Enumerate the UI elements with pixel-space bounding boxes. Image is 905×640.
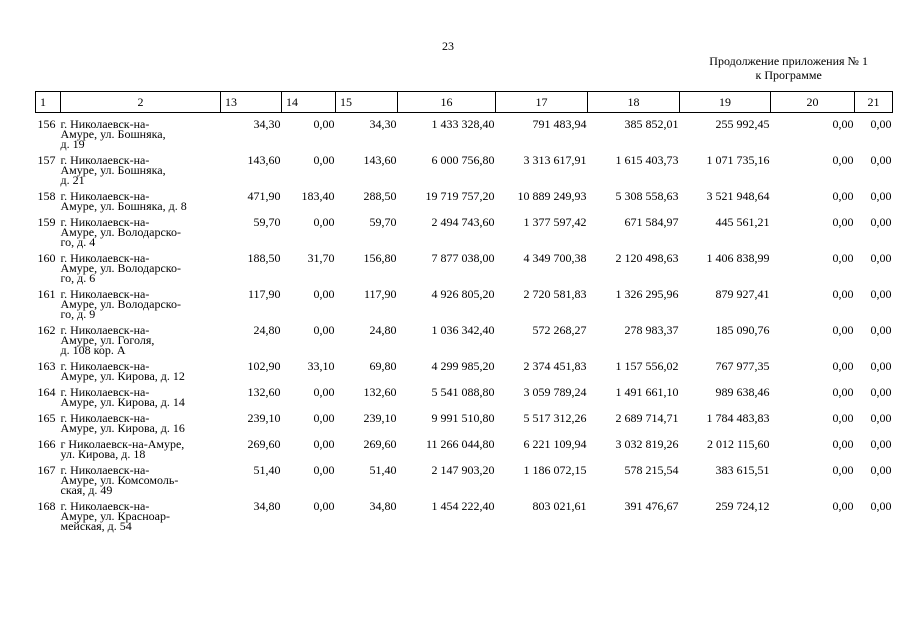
row-number-cell: 156 [37, 117, 56, 131]
table-row [36, 359, 893, 385]
address-cell: г. Николаевск-на- Амуре, ул. Комсомоль- ская, д. 49 [60, 463, 179, 497]
column-header-20: 20 [771, 92, 855, 113]
col-21-cell: 0,00 [870, 117, 892, 131]
col-17-cell: 6 221 109,94 [523, 437, 587, 451]
col-16-cell: 2 494 743,60 [431, 215, 495, 229]
col-18-cell: 3 032 819,26 [615, 437, 679, 451]
col-15-cell: 269,60 [363, 437, 397, 451]
col-19-cell: 383 615,51 [715, 463, 770, 477]
col-15-cell: 24,80 [369, 323, 397, 337]
col-21-cell: 0,00 [870, 463, 892, 477]
col-17-cell: 5 517 312,26 [523, 411, 587, 425]
col-19-cell: 989 638,46 [715, 385, 770, 399]
row-number-cell: 158 [37, 189, 56, 203]
col-19-cell: 767 977,35 [715, 359, 770, 373]
row-number-cell: 159 [37, 215, 56, 229]
col-13-cell: 239,10 [247, 411, 281, 425]
col-16-cell: 1 454 222,40 [431, 499, 495, 513]
address-cell: г. Николаевск-на- Амуре, ул. Кирова, д. 16 [60, 411, 185, 435]
col-20-cell: 0,00 [832, 411, 854, 425]
row-number-cell: 161 [37, 287, 56, 301]
col-20-cell: 0,00 [832, 153, 854, 167]
table-row [36, 251, 893, 287]
table-row [36, 113, 893, 154]
row-number-cell: 166 [37, 437, 56, 451]
address-cell: г. Николаевск-на- Амуре, ул. Бошняка, д. 21 [60, 153, 166, 187]
col-15-cell: 59,70 [369, 215, 397, 229]
col-20-cell: 0,00 [832, 117, 854, 131]
col-14-cell: 183,40 [301, 189, 335, 203]
col-18-cell: 671 584,97 [624, 215, 679, 229]
address-cell: г. Николаевск-на- Амуре, ул. Красноар- мейская, д. 54 [60, 499, 170, 533]
col-21-cell: 0,00 [870, 323, 892, 337]
column-header-16: 16 [398, 92, 496, 113]
col-16-cell: 6 000 756,80 [431, 153, 495, 167]
column-header-1: 1 [36, 92, 61, 113]
col-20-cell: 0,00 [832, 463, 854, 477]
col-17-cell: 791 483,94 [532, 117, 587, 131]
col-18-cell: 5 308 558,63 [615, 189, 679, 203]
col-16-cell: 1 433 328,40 [431, 117, 495, 131]
col-21-cell: 0,00 [870, 437, 892, 451]
col-19-cell: 3 521 948,64 [706, 189, 770, 203]
row-number-cell: 168 [37, 499, 56, 513]
address-cell: г. Николаевск-на- Амуре, ул. Володарско- го, д. 4 [60, 215, 182, 249]
col-15-cell: 156,80 [363, 251, 397, 265]
col-16-cell: 9 991 510,80 [431, 411, 495, 425]
col-19-cell: 1 406 838,99 [706, 251, 770, 265]
col-21-cell: 0,00 [870, 251, 892, 265]
col-20-cell: 0,00 [832, 359, 854, 373]
address-cell: г. Николаевск-на- Амуре, ул. Володарско- го, д. 6 [60, 251, 182, 285]
column-header-13: 13 [221, 92, 282, 113]
col-13-cell: 188,50 [247, 251, 281, 265]
col-14-cell: 33,10 [307, 359, 335, 373]
column-header-14: 14 [282, 92, 336, 113]
table-row [36, 287, 893, 323]
col-19-cell: 1 784 483,83 [706, 411, 770, 425]
col-16-cell: 19 719 757,20 [425, 189, 495, 203]
col-17-cell: 803 021,61 [532, 499, 587, 513]
col-18-cell: 278 983,37 [624, 323, 679, 337]
col-17-cell: 2 374 451,83 [523, 359, 587, 373]
row-number-cell: 163 [37, 359, 56, 373]
col-21-cell: 0,00 [870, 215, 892, 229]
col-13-cell: 143,60 [247, 153, 281, 167]
address-cell: г. Николаевск-на- Амуре, ул. Гоголя, д. 108 кор. А [60, 323, 155, 357]
col-18-cell: 2 120 498,63 [615, 251, 679, 265]
col-13-cell: 132,60 [247, 385, 281, 399]
row-number-cell: 160 [37, 251, 56, 265]
row-number-cell: 162 [37, 323, 56, 337]
col-20-cell: 0,00 [832, 437, 854, 451]
col-20-cell: 0,00 [832, 499, 854, 513]
col-15-cell: 34,80 [369, 499, 397, 513]
row-number-cell: 157 [37, 153, 56, 167]
col-16-cell: 1 036 342,40 [431, 323, 495, 337]
col-14-cell: 0,00 [313, 463, 335, 477]
table-row [36, 499, 893, 535]
row-number-cell: 165 [37, 411, 56, 425]
col-16-cell: 7 877 038,00 [431, 251, 495, 265]
col-21-cell: 0,00 [870, 287, 892, 301]
page-number: 23 [442, 39, 454, 53]
col-14-cell: 0,00 [313, 499, 335, 513]
address-cell: г. Николаевск-на- Амуре, ул. Кирова, д. 12 [60, 359, 185, 383]
col-13-cell: 24,80 [253, 323, 281, 337]
col-20-cell: 0,00 [832, 323, 854, 337]
col-20-cell: 0,00 [832, 287, 854, 301]
table-body [36, 113, 893, 536]
address-cell: г. Николаевск-на- Амуре, ул. Бошняка, д. 8 [60, 189, 187, 213]
row-number-cell: 167 [37, 463, 56, 477]
col-15-cell: 132,60 [363, 385, 397, 399]
table-row [36, 215, 893, 251]
col-14-cell: 0,00 [313, 411, 335, 425]
table-row [36, 323, 893, 359]
address-cell: г. Николаевск-на- Амуре, ул. Кирова, д. 14 [60, 385, 185, 409]
col-15-cell: 117,90 [363, 287, 397, 301]
col-13-cell: 117,90 [247, 287, 281, 301]
col-13-cell: 269,60 [247, 437, 281, 451]
col-20-cell: 0,00 [832, 385, 854, 399]
table-header-row [36, 92, 893, 113]
appendix-note-line1: Продолжение приложения № 1 [709, 54, 868, 68]
address-cell: г. Николаевск-на- Амуре, ул. Бошняка, д. 19 [60, 117, 166, 151]
address-cell: г. Николаевск-на- Амуре, ул. Володарско- го, д. 9 [60, 287, 182, 321]
col-13-cell: 59,70 [253, 215, 281, 229]
col-13-cell: 34,30 [253, 117, 281, 131]
col-13-cell: 51,40 [253, 463, 281, 477]
col-18-cell: 578 215,54 [624, 463, 679, 477]
col-18-cell: 1 326 295,96 [615, 287, 679, 301]
column-header-21: 21 [855, 92, 893, 113]
column-header-15: 15 [336, 92, 398, 113]
col-14-cell: 0,00 [313, 385, 335, 399]
column-header-18: 18 [588, 92, 680, 113]
col-18-cell: 2 689 714,71 [615, 411, 679, 425]
col-14-cell: 0,00 [313, 287, 335, 301]
col-16-cell: 5 541 088,80 [431, 385, 495, 399]
col-15-cell: 143,60 [363, 153, 397, 167]
col-17-cell: 572 268,27 [532, 323, 587, 337]
col-14-cell: 31,70 [307, 251, 335, 265]
col-16-cell: 11 266 044,80 [425, 437, 495, 451]
col-14-cell: 0,00 [313, 215, 335, 229]
col-21-cell: 0,00 [870, 153, 892, 167]
col-17-cell: 4 349 700,38 [523, 251, 587, 265]
col-18-cell: 385 852,01 [624, 117, 679, 131]
col-18-cell: 391 476,67 [624, 499, 679, 513]
col-15-cell: 51,40 [369, 463, 397, 477]
column-header-19: 19 [680, 92, 771, 113]
col-17-cell: 1 377 597,42 [523, 215, 587, 229]
col-17-cell: 10 889 249,93 [517, 189, 587, 203]
col-15-cell: 239,10 [363, 411, 397, 425]
col-18-cell: 1 491 661,10 [615, 385, 679, 399]
col-19-cell: 1 071 735,16 [706, 153, 770, 167]
col-15-cell: 34,30 [369, 117, 397, 131]
col-21-cell: 0,00 [870, 385, 892, 399]
col-20-cell: 0,00 [832, 251, 854, 265]
appendix-note [709, 54, 868, 82]
table-row [36, 153, 893, 189]
column-header-17: 17 [496, 92, 588, 113]
col-14-cell: 0,00 [313, 153, 335, 167]
col-18-cell: 1 157 556,02 [615, 359, 679, 373]
col-21-cell: 0,00 [870, 359, 892, 373]
col-16-cell: 4 926 805,20 [431, 287, 495, 301]
col-21-cell: 0,00 [870, 411, 892, 425]
col-17-cell: 2 720 581,83 [523, 287, 587, 301]
col-19-cell: 445 561,21 [715, 215, 770, 229]
col-13-cell: 102,90 [247, 359, 281, 373]
col-14-cell: 0,00 [313, 117, 335, 131]
col-21-cell: 0,00 [870, 189, 892, 203]
col-19-cell: 879 927,41 [715, 287, 770, 301]
col-17-cell: 3 313 617,91 [523, 153, 587, 167]
col-13-cell: 34,80 [253, 499, 281, 513]
table-row [36, 437, 893, 463]
col-20-cell: 0,00 [832, 215, 854, 229]
table-row [36, 463, 893, 499]
col-19-cell: 259 724,12 [715, 499, 770, 513]
table-row [36, 189, 893, 215]
col-19-cell: 255 992,45 [715, 117, 770, 131]
col-15-cell: 69,80 [369, 359, 397, 373]
col-16-cell: 2 147 903,20 [431, 463, 495, 477]
col-21-cell: 0,00 [870, 499, 892, 513]
col-14-cell: 0,00 [313, 323, 335, 337]
col-18-cell: 1 615 403,73 [615, 153, 679, 167]
col-17-cell: 3 059 789,24 [523, 385, 587, 399]
col-19-cell: 2 012 115,60 [706, 437, 770, 451]
table-row [36, 411, 893, 437]
col-14-cell: 0,00 [313, 437, 335, 451]
col-19-cell: 185 090,76 [715, 323, 770, 337]
column-header-2: 2 [61, 92, 221, 113]
col-15-cell: 288,50 [363, 189, 397, 203]
col-16-cell: 4 299 985,20 [431, 359, 495, 373]
col-20-cell: 0,00 [832, 189, 854, 203]
col-17-cell: 1 186 072,15 [523, 463, 587, 477]
table-row [36, 385, 893, 411]
program-data-table [35, 91, 893, 535]
col-13-cell: 471,90 [247, 189, 281, 203]
appendix-note-line2: к Программе [755, 68, 822, 82]
row-number-cell: 164 [37, 385, 56, 399]
address-cell: г Николаевск-на-Амуре, ул. Кирова, д. 18 [60, 437, 185, 461]
